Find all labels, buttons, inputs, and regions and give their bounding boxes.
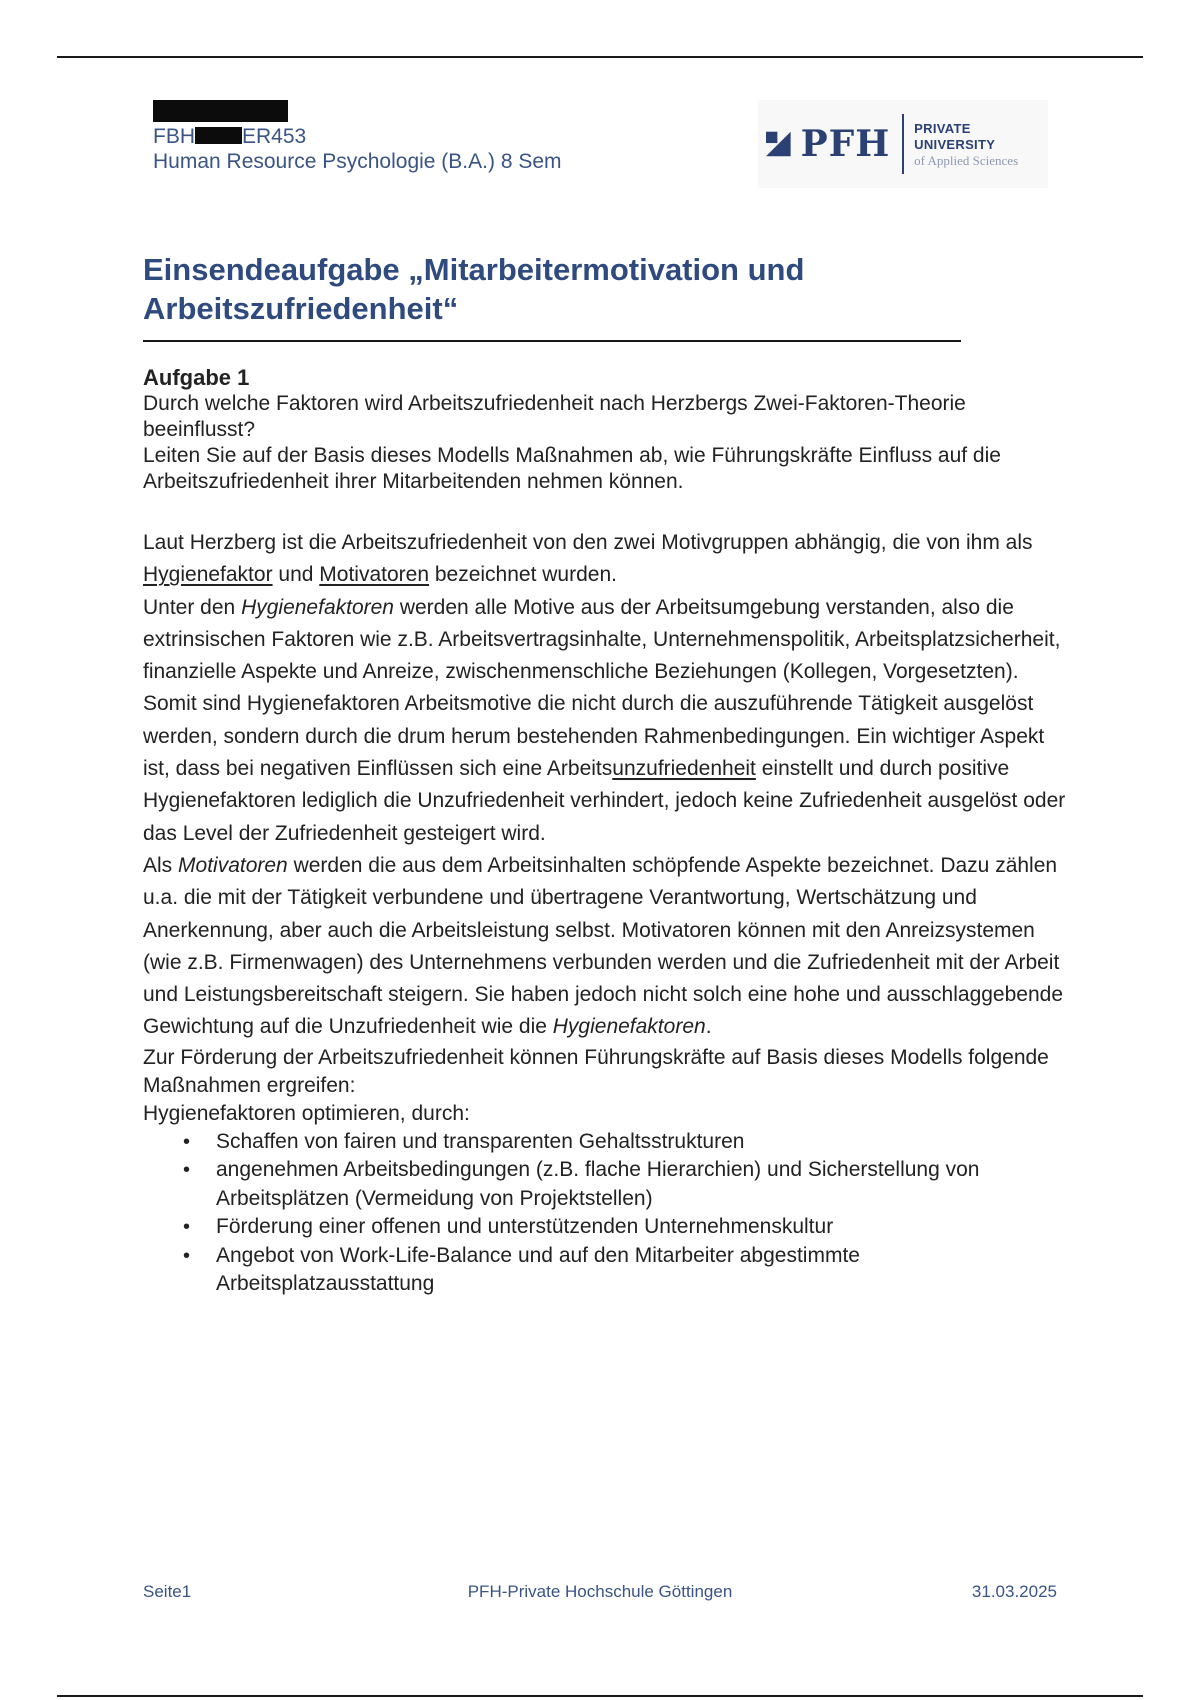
course-code-start: FBH	[153, 125, 195, 148]
paragraph-intro: Laut Herzberg ist die Arbeitszufriedenheit von den zwei Motivgruppen abhängig, die von ihm als Hygienefaktor und Motivatoren bezeichnet wurden.	[143, 531, 1033, 587]
footer-page-number: Seite1	[143, 1582, 192, 1601]
redacted-name-block	[153, 100, 288, 122]
document-header	[153, 100, 562, 174]
paragraph-motivatoren: Als Motivatoren werden die aus dem Arbeitsinhalten schöpfende Aspekte bezeichnet. Dazu zählen u.a. die mit der Tätigkeit verbundene und übertragene Verantwortung, Wertschätzung und Anerkennung, aber auch die Arbeitsleistung selbst. Motivatoren können mit den Anreizsystemen (wie z.B. Firmenwagen) des Unternehmens verbunden werden und die Zufriedenheit mit der Arbeit und Leistungsbereitschaft steigern. Sie haben jedoch nicht solch eine hohe und ausschlaggebende Gewichtung auf die Unzufriedenheit wie die Hygienefaktoren.	[143, 853, 1064, 1039]
bottom-rule	[57, 1695, 1143, 1697]
term-hygienefaktor: Hygienefaktor	[143, 563, 273, 587]
page-title	[143, 250, 1043, 328]
term-hygienefaktoren-italic: Hygienefaktoren	[552, 1015, 706, 1039]
term-motivatoren: Motivatoren	[319, 563, 430, 587]
bullet-icon: •	[183, 1216, 191, 1239]
logo-divider	[902, 114, 904, 174]
paragraph-measures-intro: Zur Förderung der Arbeitszufriedenheit können Führungskräfte auf Basis dieses Modells folgende Maßnahmen ergreifen:	[143, 1045, 1049, 1097]
pfh-logo-icon	[766, 131, 791, 157]
university-logo	[758, 100, 1048, 188]
footer-date: 31.03.2025	[971, 1582, 1057, 1601]
logo-wordmark: PFH	[800, 123, 891, 165]
bullet-icon: •	[183, 1130, 191, 1153]
title-line-1: Einsendeaufgabe „Mitarbeitermotivation und	[143, 252, 805, 287]
document-body	[143, 365, 1073, 1299]
paragraph-hygienefaktoren: Unter den Hygienefaktoren werden alle Motive aus der Arbeitsumgebung verstanden, also die extrinsischen Faktoren wie z.B. Arbeitsvertragsinhalte, Unternehmenspolitik, Arbeitsplatzsicherheit, finanzielle Aspekte und Anreize, zwischenmenschliche Beziehungen (Kollegen, Vorgesetzten). Somit sind Hygienefaktoren Arbeitsmotive die nicht durch die auszuführende Tätigkeit ausgelöst werden, sondern durch die drum herum bestehenden Rahmenbedingungen. Ein wichtiger Aspekt ist, dass bei negativen Einflüssen sich eine Arbeitsunzufriedenheit einstellt und durch positive Hygienefaktoren lediglich die Unzufriedenheit verhindert, jedoch keine Zufriedenheit ausgelöst oder das Level der Zufriedenheit gesteigert wird.	[143, 595, 1066, 845]
list-item: • Förderung einer offenen und unterstützenden Unternehmenskultur	[143, 1213, 1073, 1242]
program-name: Human Resource Psychologie (B.A.) 8 Sem	[153, 150, 562, 173]
task-question-1: Durch welche Faktoren wird Arbeitszufriedenheit nach Herzbergs Zwei-Faktoren-Theorie beeinflusst?	[143, 392, 966, 441]
term-unzufriedenheit: unzufriedenheit	[612, 757, 756, 781]
term-motivatoren-italic: Motivatoren	[178, 853, 288, 877]
title-line-2: Arbeitszufriedenheit“	[143, 291, 459, 326]
bullet-icon: •	[183, 1159, 191, 1182]
task-block	[143, 365, 1073, 495]
hygiene-list-lead: Hygienefaktoren optimieren, durch:	[143, 1101, 470, 1125]
list-item: • angenehmen Arbeitsbedingungen (z.B. flache Hierarchien) und Sicherstellung von Arbeitsplätzen (Vermeidung von Projektstellen)	[183, 1158, 980, 1210]
redacted-code-block	[195, 127, 242, 144]
logo-subtitle-line1: PRIVATE UNIVERSITY	[914, 120, 996, 152]
hygiene-measures-list	[143, 1128, 1073, 1299]
task-question-2: Leiten Sie auf der Basis dieses Modells Maßnahmen ab, wie Führungskräfte Einfluss auf die Arbeitszufriedenheit ihrer Mitarbeitenden nehmen können.	[143, 444, 1001, 493]
task-heading: Aufgabe 1	[143, 365, 250, 390]
course-code	[153, 124, 562, 149]
course-code-end: ER453	[242, 125, 307, 148]
bullet-icon: •	[183, 1244, 191, 1267]
title-underline	[143, 340, 961, 342]
logo-subtitle-line2: of Applied Sciences	[914, 152, 1019, 168]
list-item: • Schaffen von fairen und transparenten Gehaltsstrukturen	[143, 1128, 1073, 1157]
logo-subtitle	[914, 121, 1048, 168]
footer-institution: PFH-Private Hochschule Göttingen	[467, 1582, 733, 1601]
list-item: • Angebot von Work-Life-Balance und auf den Mitarbeiter abgestimmte Arbeitsplatzausstattung	[183, 1243, 860, 1296]
top-rule	[57, 56, 1143, 58]
term-hygienefaktoren: Hygienefaktoren	[241, 595, 394, 619]
